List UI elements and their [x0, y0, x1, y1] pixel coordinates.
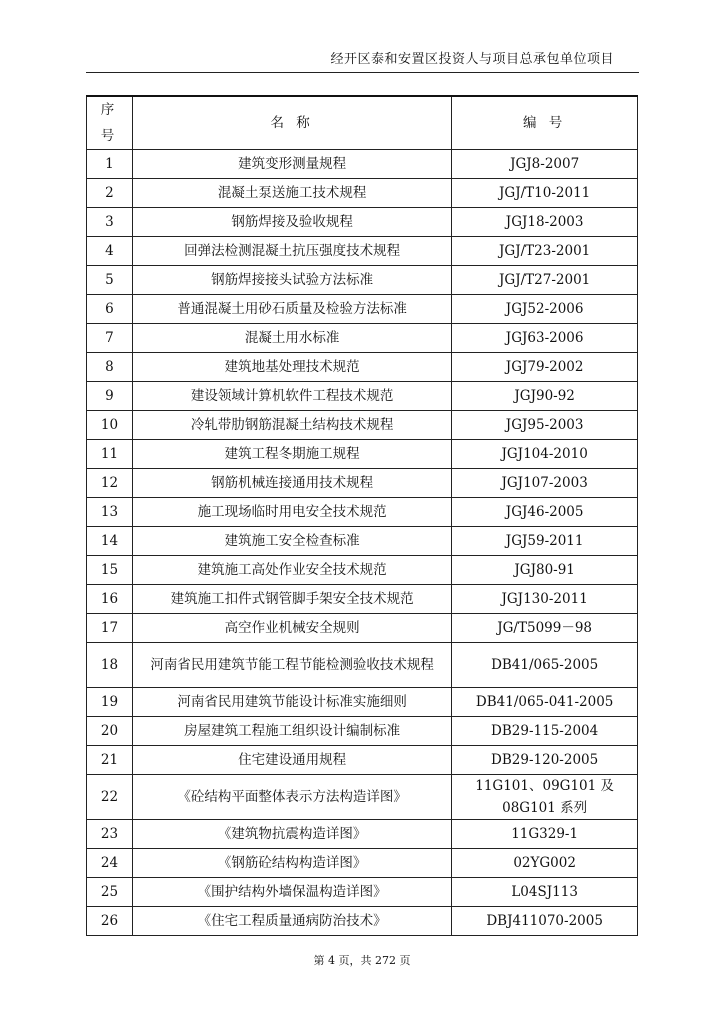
row-number-cell: 5: [87, 266, 133, 295]
row-number-cell: 6: [87, 295, 133, 324]
row-number-cell: 14: [87, 527, 133, 556]
row-number-cell: 17: [87, 614, 133, 643]
standard-name-cell: 钢筋机械连接通用技术规程: [132, 469, 451, 498]
standard-code-cell: DB29-120-2005: [452, 746, 638, 775]
table-row: [87, 295, 638, 324]
standard-name-cell: 建设领域计算机软件工程技术规范: [132, 382, 451, 411]
table-row: [87, 324, 638, 353]
standards-table: [86, 95, 638, 936]
standard-code-cell: JGJ80-91: [452, 556, 638, 585]
standard-code-cell: JGJ95-2003: [452, 411, 638, 440]
table-row: [87, 878, 638, 907]
row-number-cell: 8: [87, 353, 133, 382]
row-number-cell: 23: [87, 820, 133, 849]
table-row: [87, 614, 638, 643]
standard-code-cell: 11G329-1: [452, 820, 638, 849]
standard-name-cell: 河南省民用建筑节能工程节能检测验收技术规程: [132, 643, 451, 688]
row-number-cell: 22: [87, 775, 133, 820]
header-rule: [86, 72, 639, 73]
standard-code-cell: L04SJ113: [452, 878, 638, 907]
standard-code-cell: JGJ107-2003: [452, 469, 638, 498]
standard-code-cell: DBJ411070-2005: [452, 907, 638, 936]
column-header-name: 名 称: [132, 96, 451, 150]
table-row: [87, 469, 638, 498]
standard-code-cell: 02YG002: [452, 849, 638, 878]
standard-code-cell: DB29-115-2004: [452, 717, 638, 746]
row-number-cell: 16: [87, 585, 133, 614]
row-number-cell: 10: [87, 411, 133, 440]
table-row: [87, 585, 638, 614]
standard-name-cell: 建筑变形测量规程: [132, 150, 451, 179]
row-number-cell: 24: [87, 849, 133, 878]
standard-name-cell: 高空作业机械安全规则: [132, 614, 451, 643]
row-number-cell: 19: [87, 688, 133, 717]
standard-code-cell: JGJ18-2003: [452, 208, 638, 237]
standard-code-cell: DB41/065-041-2005: [452, 688, 638, 717]
table-row: [87, 717, 638, 746]
row-number-cell: 12: [87, 469, 133, 498]
column-header-no: 序 号: [87, 96, 133, 150]
standard-name-cell: 建筑施工高处作业安全技术规范: [132, 556, 451, 585]
row-number-cell: 21: [87, 746, 133, 775]
standard-code-cell: 11G101、09G101 及 08G101 系列: [452, 775, 638, 820]
row-number-cell: 25: [87, 878, 133, 907]
standard-name-cell: 《围护结构外墙保温构造详图》: [132, 878, 451, 907]
row-number-cell: 3: [87, 208, 133, 237]
standard-name-cell: 河南省民用建筑节能设计标准实施细则: [132, 688, 451, 717]
standard-name-cell: 混凝土泵送施工技术规程: [132, 179, 451, 208]
row-number-cell: 7: [87, 324, 133, 353]
row-number-cell: 15: [87, 556, 133, 585]
standard-code-cell: JGJ/T10-2011: [452, 179, 638, 208]
standard-code-cell: JG/T5099－98: [452, 614, 638, 643]
table-row: [87, 746, 638, 775]
table-row: [87, 907, 638, 936]
standard-code-cell: JGJ46-2005: [452, 498, 638, 527]
standard-code-cell: JGJ79-2002: [452, 353, 638, 382]
table-row: [87, 353, 638, 382]
standard-name-cell: 住宅建设通用规程: [132, 746, 451, 775]
table-row: [87, 527, 638, 556]
standard-name-cell: 钢筋焊接及验收规程: [132, 208, 451, 237]
standard-code-cell: JGJ63-2006: [452, 324, 638, 353]
row-number-cell: 2: [87, 179, 133, 208]
standard-name-cell: 建筑施工安全检查标准: [132, 527, 451, 556]
table-row: [87, 266, 638, 295]
page-number: 第 4 页，共 272 页: [313, 954, 411, 967]
standard-code-cell: JGJ59-2011: [452, 527, 638, 556]
standard-name-cell: 冷轧带肋钢筋混凝土结构技术规程: [132, 411, 451, 440]
standard-code-cell: JGJ130-2011: [452, 585, 638, 614]
standard-code-cell: JGJ52-2006: [452, 295, 638, 324]
row-number-cell: 13: [87, 498, 133, 527]
page-header-title: 经开区泰和安置区投资人与项目总承包单位项目: [330, 52, 614, 67]
row-number-cell: 20: [87, 717, 133, 746]
standard-name-cell: 混凝土用水标准: [132, 324, 451, 353]
standard-name-cell: 回弹法检测混凝土抗压强度技术规程: [132, 237, 451, 266]
standard-code-cell: JGJ/T27-2001: [452, 266, 638, 295]
table-row: [87, 498, 638, 527]
standard-code-cell: DB41/065-2005: [452, 643, 638, 688]
standard-code-cell: JGJ90-92: [452, 382, 638, 411]
standard-name-cell: 施工现场临时用电安全技术规范: [132, 498, 451, 527]
standard-name-cell: 《建筑物抗震构造详图》: [132, 820, 451, 849]
table-row: [87, 208, 638, 237]
standard-name-cell: 建筑地基处理技术规范: [132, 353, 451, 382]
standard-name-cell: 《砼结构平面整体表示方法构造详图》: [132, 775, 451, 820]
row-number-cell: 26: [87, 907, 133, 936]
row-number-cell: 11: [87, 440, 133, 469]
table-row: [87, 849, 638, 878]
row-number-cell: 4: [87, 237, 133, 266]
row-number-cell: 18: [87, 643, 133, 688]
table-row: [87, 179, 638, 208]
table-header-row: [87, 96, 638, 150]
standard-name-cell: 《住宅工程质量通病防治技术》: [132, 907, 451, 936]
table-row: [87, 150, 638, 179]
table-row: [87, 237, 638, 266]
standard-code-cell: JGJ8-2007: [452, 150, 638, 179]
table-row: [87, 643, 638, 688]
standard-name-cell: 建筑工程冬期施工规程: [132, 440, 451, 469]
standard-name-cell: 普通混凝土用砂石质量及检验方法标准: [132, 295, 451, 324]
row-number-cell: 9: [87, 382, 133, 411]
standard-name-cell: 钢筋焊接接头试验方法标准: [132, 266, 451, 295]
table-row: [87, 820, 638, 849]
standard-name-cell: 房屋建筑工程施工组织设计编制标准: [132, 717, 451, 746]
standard-name-cell: 《钢筋砼结构构造详图》: [132, 849, 451, 878]
row-number-cell: 1: [87, 150, 133, 179]
table-row: [87, 411, 638, 440]
standard-name-cell: 建筑施工扣件式钢管脚手架安全技术规范: [132, 585, 451, 614]
standard-code-cell: JGJ104-2010: [452, 440, 638, 469]
table-row: [87, 556, 638, 585]
column-header-code: 编 号: [452, 96, 638, 150]
table-row: [87, 440, 638, 469]
table-row: [87, 688, 638, 717]
table-row: [87, 382, 638, 411]
table-row: [87, 775, 638, 820]
standard-code-cell: JGJ/T23-2001: [452, 237, 638, 266]
